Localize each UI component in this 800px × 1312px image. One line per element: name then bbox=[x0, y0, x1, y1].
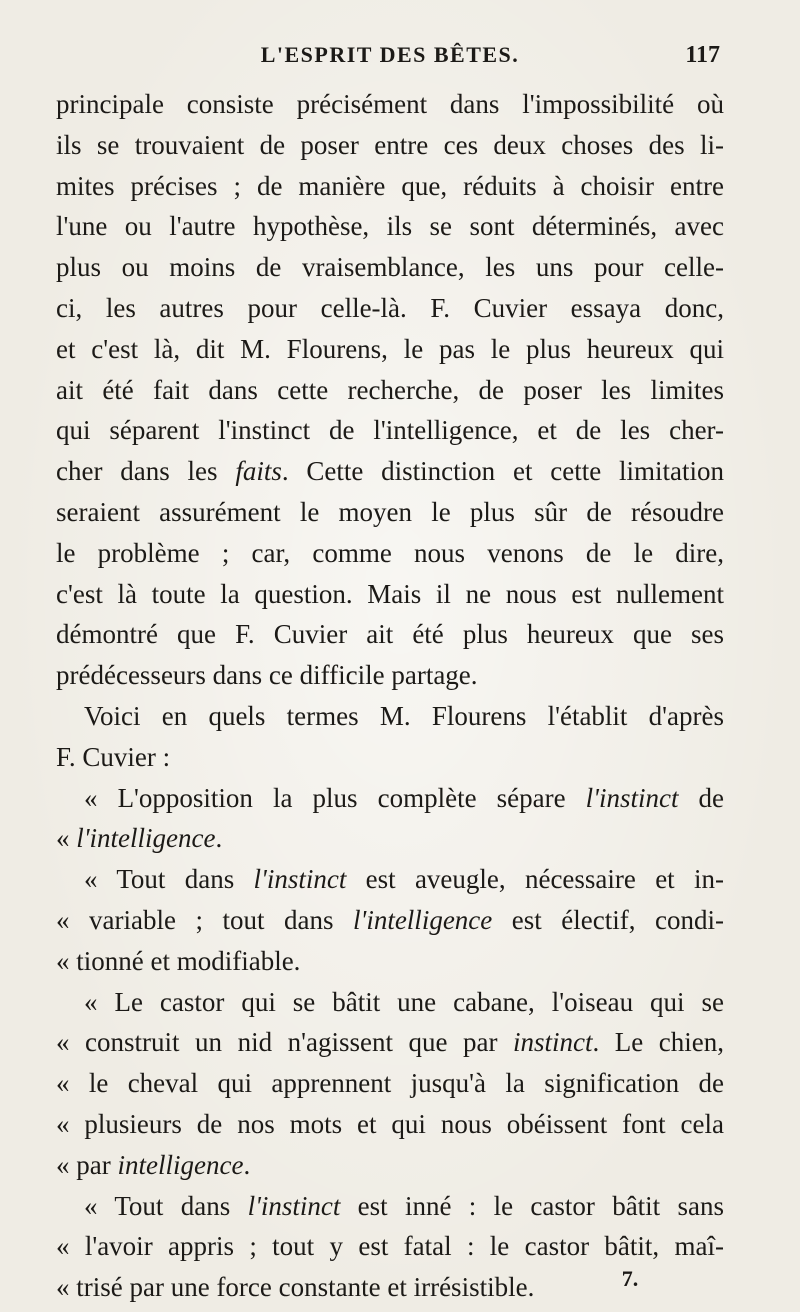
text-run: ci, les autres pour celle-là. F. Cuvier essaya donc, bbox=[56, 292, 724, 323]
signature-mark: 7. bbox=[621, 1266, 639, 1291]
text-line bbox=[56, 125, 724, 166]
text-run: « tionné et modifiable. bbox=[56, 945, 301, 976]
text-run: ait été fait dans cette recherche, de poser les limites bbox=[56, 374, 724, 405]
text-line bbox=[56, 166, 724, 207]
text-run: « le cheval qui apprennent jusqu'à la signification de bbox=[56, 1068, 724, 1099]
text-line bbox=[56, 84, 724, 125]
text-run: l'une ou l'autre hypothèse, ils se sont déterminés, avec bbox=[56, 211, 724, 242]
text-line bbox=[56, 818, 724, 859]
text-line bbox=[56, 655, 724, 696]
text-line bbox=[56, 1063, 724, 1104]
text-line bbox=[56, 941, 724, 982]
text-run: « construit un nid n'agissent que par bbox=[56, 1027, 513, 1058]
text-line bbox=[56, 492, 724, 533]
text-line bbox=[56, 370, 724, 411]
text-run: . bbox=[243, 1149, 251, 1180]
text-run: est électif, condi- bbox=[492, 904, 724, 935]
text-line bbox=[56, 451, 724, 492]
text-run: démontré que F. Cuvier ait été plus heureux que ses bbox=[56, 619, 724, 650]
italic-term: l'instinct bbox=[253, 864, 347, 895]
text-line bbox=[56, 288, 724, 329]
italic-term: intelligence bbox=[117, 1149, 244, 1180]
text-run: Voici en quels termes M. Flourens l'établit d'après bbox=[84, 700, 724, 731]
text-run: mites précises ; de manière que, réduits à choisir entre bbox=[56, 170, 724, 201]
text-run: cher dans les bbox=[56, 456, 236, 487]
text-line bbox=[56, 1145, 724, 1186]
text-run: . bbox=[215, 823, 223, 854]
page-header bbox=[60, 42, 720, 78]
text-line bbox=[56, 982, 724, 1023]
running-title: L'ESPRIT DES BÊTES. bbox=[260, 42, 520, 67]
text-line bbox=[56, 206, 724, 247]
text-run: . Cette distinction et cette limitation bbox=[281, 456, 724, 487]
text-run: seraient assurément le moyen le plus sûr de résoudre bbox=[56, 496, 724, 527]
text-run: . Le chien, bbox=[592, 1027, 724, 1058]
text-run: de bbox=[678, 782, 724, 813]
text-run: plus ou moins de vraisemblance, les uns pour celle- bbox=[56, 252, 724, 283]
text-line bbox=[56, 859, 724, 900]
text-run: « trisé par une force constante et irrésistible. bbox=[56, 1272, 535, 1303]
text-run: F. Cuvier : bbox=[56, 741, 171, 772]
italic-term: faits bbox=[235, 456, 282, 487]
text-line bbox=[56, 737, 724, 778]
text-run: « Tout dans bbox=[84, 864, 254, 895]
text-run: principale consiste précisément dans l'impossibilité où bbox=[56, 89, 724, 119]
text-run: prédécesseurs dans ce difficile partage. bbox=[56, 660, 478, 691]
text-run: « variable ; tout dans bbox=[56, 904, 354, 935]
text-run: est inné : le castor bâtit sans bbox=[340, 1190, 724, 1221]
text-run: « bbox=[56, 823, 77, 854]
text-line bbox=[56, 329, 724, 370]
text-run: c'est là toute la question. Mais il ne nous est nullement bbox=[56, 578, 724, 609]
text-run: « L'opposition la plus complète sépare bbox=[84, 782, 586, 813]
italic-term: l'intelligence bbox=[353, 904, 493, 935]
text-run: « par bbox=[56, 1149, 118, 1180]
text-line bbox=[56, 1226, 724, 1267]
text-run: qui séparent l'instinct de l'intelligence, et de les cher- bbox=[56, 415, 724, 446]
text-line bbox=[56, 574, 724, 615]
text-line bbox=[56, 1022, 724, 1063]
text-line bbox=[56, 696, 724, 737]
text-run: « plusieurs de nos mots et qui nous obéissent font cela bbox=[56, 1108, 724, 1139]
text-run: ils se trouvaient de poser entre ces deux choses des li- bbox=[56, 129, 724, 160]
text-line bbox=[56, 1186, 724, 1227]
italic-term: l'instinct bbox=[247, 1190, 341, 1221]
text-run: « Tout dans bbox=[84, 1190, 248, 1221]
text-run: « l'avoir appris ; tout y est fatal : le castor bâtit, maî- bbox=[56, 1231, 724, 1262]
text-line bbox=[56, 410, 724, 451]
text-line bbox=[56, 900, 724, 941]
text-line bbox=[56, 247, 724, 288]
body-text bbox=[56, 84, 724, 1308]
text-line bbox=[56, 614, 724, 655]
text-line bbox=[56, 1104, 724, 1145]
text-run: est aveugle, nécessaire et in- bbox=[346, 864, 724, 895]
italic-term: l'intelligence bbox=[76, 823, 216, 854]
text-run: et c'est là, dit M. Flourens, le pas le plus heureux qui bbox=[56, 333, 724, 364]
page-number: 117 bbox=[685, 42, 720, 68]
text-line bbox=[56, 778, 724, 819]
text-run: le problème ; car, comme nous venons de le dire, bbox=[56, 537, 724, 568]
text-run: « Le castor qui se bâtit une cabane, l'oiseau qui se bbox=[84, 986, 724, 1017]
italic-term: l'instinct bbox=[585, 782, 679, 813]
text-line bbox=[56, 533, 724, 574]
italic-term: instinct bbox=[512, 1027, 593, 1058]
